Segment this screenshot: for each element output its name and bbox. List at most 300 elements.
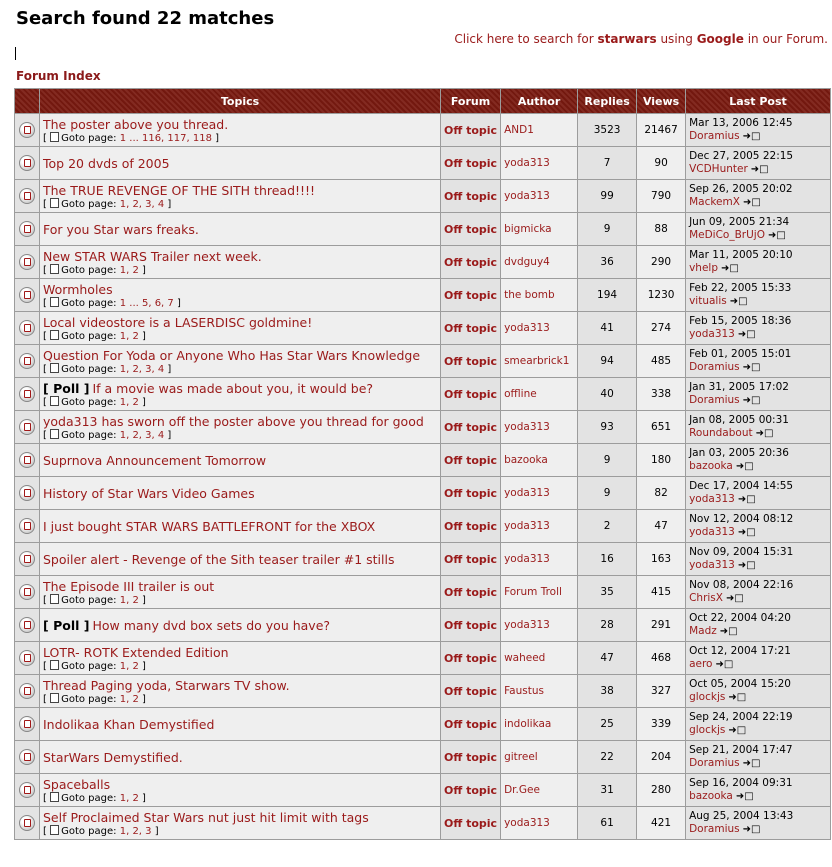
- last-post-date: Sep 21, 2004 17:47: [689, 744, 793, 756]
- goto-page-icon: [50, 594, 59, 604]
- view-latest-post-icon[interactable]: ➜□: [742, 395, 761, 406]
- topic-link[interactable]: Thread Paging yoda, Starwars TV show.: [43, 677, 290, 693]
- view-latest-post-icon[interactable]: ➜□: [728, 692, 747, 703]
- topic-folder-icon: [19, 155, 35, 171]
- view-latest-post-icon[interactable]: ➜□: [742, 131, 761, 142]
- replies-count: 47: [600, 652, 614, 664]
- topic-status-cell: [15, 807, 39, 839]
- topic-link[interactable]: If a movie was made about you, it would be?: [92, 380, 374, 396]
- topic-folder-icon: [19, 287, 35, 303]
- forum-link[interactable]: Off topic: [444, 618, 498, 632]
- author-link[interactable]: yoda313: [504, 817, 550, 829]
- view-latest-post-icon[interactable]: ➜□: [737, 527, 756, 538]
- last-post-cell: [686, 147, 830, 179]
- replies-cell: [578, 741, 636, 773]
- replies-cell: [578, 378, 636, 410]
- view-latest-post-icon[interactable]: ➜□: [735, 791, 754, 802]
- forum-link[interactable]: Off topic: [444, 222, 498, 236]
- goto-pages: [ Goto page: 1, 2, 3 ]: [43, 825, 159, 837]
- topic-link[interactable]: LOTR- ROTK Extended Edition: [43, 644, 229, 660]
- author-link[interactable]: yoda313: [504, 487, 550, 499]
- author-link[interactable]: Faustus: [504, 685, 544, 697]
- replies-count: 22: [600, 751, 614, 763]
- forum-cell: [441, 246, 500, 278]
- topic-link[interactable]: The Episode III trailer is out: [43, 578, 215, 594]
- forum-link[interactable]: Off topic: [444, 486, 498, 500]
- view-latest-post-icon[interactable]: ➜□: [737, 494, 756, 505]
- goto-page-links[interactable]: 1, 2: [119, 330, 139, 342]
- views-cell: [637, 246, 685, 278]
- view-latest-post-icon[interactable]: ➜□: [768, 230, 786, 241]
- forum-cell: [441, 114, 500, 146]
- last-post-user[interactable]: Roundabout: [689, 427, 753, 439]
- view-latest-post-icon[interactable]: ➜□: [742, 362, 761, 373]
- view-latest-post-icon[interactable]: ➜□: [742, 824, 761, 835]
- topic-folder-icon: [19, 188, 35, 204]
- topic-rows: [15, 114, 830, 839]
- topic-cell: [40, 510, 440, 542]
- goto-page-icon: [50, 396, 59, 406]
- view-latest-post-icon[interactable]: ➜□: [750, 164, 769, 175]
- views-cell: [637, 576, 685, 608]
- replies-count: 35: [600, 586, 614, 598]
- views-count: 421: [651, 817, 672, 829]
- forum-link[interactable]: Off topic: [444, 255, 498, 269]
- goto-pages: [ Goto page: 1 ... 116, 117, 118 ]: [43, 132, 220, 144]
- author-link[interactable]: waheed: [504, 652, 546, 664]
- goto-page-links[interactable]: 1, 2: [119, 594, 139, 606]
- views-cell: [637, 279, 685, 311]
- topic-link[interactable]: Self Proclaimed Star Wars nut just hit limit with tags: [43, 809, 369, 825]
- forum-link[interactable]: Off topic: [444, 453, 498, 467]
- last-post-date: Feb 15, 2005 18:36: [689, 315, 792, 327]
- author-link[interactable]: gitreel: [504, 751, 538, 763]
- replies-cell: [578, 642, 636, 674]
- topic-folder-icon: [19, 749, 35, 765]
- last-post-user[interactable]: yoda313: [689, 559, 735, 571]
- table-row: [15, 147, 830, 179]
- goto-page-links[interactable]: 1, 2, 3: [119, 825, 152, 837]
- replies-cell: [578, 147, 636, 179]
- author-cell: [501, 114, 577, 146]
- view-latest-post-icon[interactable]: ➜□: [742, 197, 761, 208]
- goto-label: Goto page:: [61, 132, 117, 144]
- topic-cell: [40, 312, 440, 344]
- last-post-user[interactable]: ChrisX: [689, 592, 723, 604]
- topic-folder-icon: [19, 254, 35, 270]
- goto-page-links[interactable]: 1, 2: [119, 792, 139, 804]
- last-post-cell: [686, 378, 830, 410]
- topic-cell: [40, 708, 440, 740]
- author-link[interactable]: offline: [504, 388, 537, 400]
- goto-page-icon: [50, 693, 59, 703]
- author-link[interactable]: bazooka: [504, 454, 548, 466]
- google-search-term: starwars: [597, 32, 657, 46]
- topic-link[interactable]: For you Star wars freaks.: [43, 221, 199, 237]
- last-post-cell: [686, 741, 830, 773]
- author-link[interactable]: dvdguy4: [504, 256, 550, 268]
- last-post-cell: [686, 444, 830, 476]
- views-cell: [637, 741, 685, 773]
- last-post-cell: [686, 543, 830, 575]
- last-post-user[interactable]: Doramius: [689, 394, 740, 406]
- topic-folder-icon: [19, 551, 35, 567]
- forum-cell: [441, 807, 500, 839]
- view-latest-post-icon[interactable]: ➜□: [721, 263, 739, 274]
- author-link[interactable]: yoda313: [504, 619, 550, 631]
- last-post-user[interactable]: MackemX: [689, 196, 740, 208]
- views-count: 415: [651, 586, 672, 598]
- author-link[interactable]: yoda313: [504, 190, 550, 202]
- replies-cell: [578, 576, 636, 608]
- forum-cell: [441, 444, 500, 476]
- author-link[interactable]: yoda313: [504, 322, 550, 334]
- topic-link[interactable]: I just bought STAR WARS BATTLEFRONT for the XBOX: [43, 518, 376, 534]
- last-post-cell: [686, 180, 830, 212]
- topic-link[interactable]: The poster above you thread.: [43, 116, 229, 132]
- goto-page-links[interactable]: 1, 2: [119, 693, 139, 705]
- views-cell: [637, 543, 685, 575]
- topic-cell: [40, 180, 440, 212]
- view-latest-post-icon[interactable]: ➜□: [715, 659, 734, 670]
- header-replies: Replies: [578, 89, 636, 113]
- header-icon-column: [15, 89, 39, 113]
- forum-index-link[interactable]: Forum Index: [16, 69, 101, 83]
- forum-link[interactable]: Off topic: [444, 420, 498, 434]
- last-post-date: Mar 13, 2006 12:45: [689, 117, 793, 129]
- views-count: 485: [651, 355, 672, 367]
- last-post-user[interactable]: aero: [689, 658, 713, 670]
- views-count: 163: [651, 553, 672, 565]
- last-post-user[interactable]: Doramius: [689, 361, 740, 373]
- topic-link[interactable]: Top 20 dvds of 2005: [43, 155, 170, 171]
- table-row: [15, 378, 830, 410]
- author-link[interactable]: AND1: [504, 124, 534, 136]
- author-link[interactable]: yoda313: [504, 157, 550, 169]
- views-cell: [637, 510, 685, 542]
- replies-count: 9: [603, 223, 611, 235]
- topic-link[interactable]: Suprnova Announcement Tomorrow: [43, 452, 267, 468]
- forum-link[interactable]: Off topic: [444, 684, 498, 698]
- author-cell: [501, 345, 577, 377]
- table-row: [15, 477, 830, 509]
- last-post-user[interactable]: bazooka: [689, 790, 733, 802]
- last-post-cell: [686, 312, 830, 344]
- author-cell: [501, 444, 577, 476]
- goto-page-icon: [50, 330, 59, 340]
- google-text-mid: using: [656, 32, 697, 46]
- replies-count: 3523: [593, 124, 621, 136]
- views-count: 327: [651, 685, 672, 697]
- goto-page-icon: [50, 825, 59, 835]
- author-link[interactable]: Forum Troll: [504, 586, 562, 598]
- last-post-user[interactable]: Madz: [689, 625, 717, 637]
- last-post-user[interactable]: bazooka: [689, 460, 733, 472]
- goto-label: Goto page:: [61, 396, 117, 408]
- header-views: Views: [637, 89, 685, 113]
- table-row: [15, 246, 830, 278]
- author-link[interactable]: smearbrick1: [504, 355, 570, 367]
- view-latest-post-icon[interactable]: ➜□: [742, 758, 761, 769]
- views-count: 21467: [644, 124, 678, 136]
- replies-count: 36: [600, 256, 614, 268]
- topic-status-cell: [15, 675, 39, 707]
- author-cell: [501, 576, 577, 608]
- view-latest-post-icon[interactable]: ➜□: [735, 461, 754, 472]
- topic-folder-icon: [19, 518, 35, 534]
- goto-page-icon: [50, 198, 59, 208]
- replies-count: 9: [603, 487, 611, 499]
- forum-link[interactable]: Off topic: [444, 288, 498, 302]
- views-count: 88: [654, 223, 668, 235]
- last-post-date: Oct 22, 2004 04:20: [689, 612, 791, 624]
- author-cell: [501, 411, 577, 443]
- topic-link[interactable]: How many dvd box sets do you have?: [92, 617, 331, 633]
- forum-link[interactable]: Off topic: [444, 156, 498, 170]
- forum-link[interactable]: Off topic: [444, 519, 498, 533]
- table-row: [15, 642, 830, 674]
- last-post-date: Oct 12, 2004 17:21: [689, 645, 791, 657]
- poll-prefix: [ Poll ]: [43, 380, 90, 396]
- forum-cell: [441, 510, 500, 542]
- forum-cell: [441, 741, 500, 773]
- topic-cell: [40, 411, 440, 443]
- forum-link[interactable]: Off topic: [444, 717, 498, 731]
- goto-page-icon: [50, 264, 59, 274]
- author-link[interactable]: yoda313: [504, 421, 550, 433]
- replies-cell: [578, 312, 636, 344]
- forum-link[interactable]: Off topic: [444, 189, 498, 203]
- replies-count: 25: [600, 718, 614, 730]
- replies-count: 28: [600, 619, 614, 631]
- author-link[interactable]: indolikaa: [504, 718, 552, 730]
- last-post-user[interactable]: yoda313: [689, 328, 735, 340]
- topic-folder-icon: [19, 221, 35, 237]
- last-post-user[interactable]: yoda313: [689, 526, 735, 538]
- view-latest-post-icon[interactable]: ➜□: [729, 296, 748, 307]
- goto-page-links[interactable]: 1 ... 116, 117, 118: [119, 132, 212, 144]
- last-post-date: Nov 09, 2004 15:31: [689, 546, 794, 558]
- last-post-date: Sep 26, 2005 20:02: [689, 183, 793, 195]
- topic-status-cell: [15, 543, 39, 575]
- goto-page-links[interactable]: 1, 2: [119, 264, 139, 276]
- forum-link[interactable]: Off topic: [444, 750, 498, 764]
- author-link[interactable]: yoda313: [504, 520, 550, 532]
- topic-status-cell: [15, 510, 39, 542]
- last-post-cell: [686, 642, 830, 674]
- replies-cell: [578, 543, 636, 575]
- views-cell: [637, 675, 685, 707]
- goto-label: Goto page:: [61, 594, 117, 606]
- topic-link[interactable]: Spaceballs: [43, 776, 111, 792]
- author-cell: [501, 510, 577, 542]
- goto-label: Goto page:: [61, 792, 117, 804]
- forum-link[interactable]: Off topic: [444, 354, 498, 368]
- view-latest-post-icon[interactable]: ➜□: [719, 626, 738, 637]
- replies-cell: [578, 213, 636, 245]
- topic-folder-icon: [19, 419, 35, 435]
- topic-link[interactable]: Question For Yoda or Anyone Who Has Star Wars Knowledge: [43, 347, 421, 363]
- author-cell: [501, 147, 577, 179]
- forum-link[interactable]: Off topic: [444, 585, 498, 599]
- topic-cell: [40, 147, 440, 179]
- author-cell: [501, 774, 577, 806]
- replies-cell: [578, 180, 636, 212]
- forum-link[interactable]: Off topic: [444, 783, 498, 797]
- last-post-date: Dec 27, 2005 22:15: [689, 150, 794, 162]
- goto-label: Goto page:: [61, 660, 117, 672]
- topic-cell: [40, 807, 440, 839]
- last-post-user[interactable]: vhelp: [689, 262, 718, 274]
- views-count: 338: [651, 388, 672, 400]
- views-count: 290: [651, 256, 672, 268]
- goto-pages: [ Goto page: 1, 2 ]: [43, 792, 146, 804]
- goto-page-links[interactable]: 1, 2: [119, 396, 139, 408]
- table-row: [15, 180, 830, 212]
- topic-link[interactable]: yoda313 has sworn off the poster above you thread for good: [43, 413, 424, 429]
- author-cell: [501, 279, 577, 311]
- topic-link[interactable]: History of Star Wars Video Games: [43, 485, 255, 501]
- last-post-user[interactable]: Doramius: [689, 823, 740, 835]
- forum-cell: [441, 675, 500, 707]
- goto-page-icon: [50, 363, 59, 373]
- goto-page-links[interactable]: 1, 2, 3, 4: [119, 429, 165, 441]
- last-post-date: Aug 25, 2004 13:43: [689, 810, 794, 822]
- views-cell: [637, 345, 685, 377]
- goto-page-links[interactable]: 1 ... 5, 6, 7: [119, 297, 174, 309]
- views-count: 651: [651, 421, 672, 433]
- forum-cell: [441, 378, 500, 410]
- header-last-post: Last Post: [686, 89, 830, 113]
- topic-cell: [40, 114, 440, 146]
- table-row: [15, 114, 830, 146]
- view-latest-post-icon[interactable]: ➜□: [737, 329, 756, 340]
- author-cell: [501, 708, 577, 740]
- table-header-row: [15, 89, 830, 113]
- goto-page-links[interactable]: 1, 2, 3, 4: [119, 363, 165, 375]
- google-name: Google: [696, 32, 744, 46]
- topic-link[interactable]: The TRUE REVENGE OF THE SITH thread!!!!: [43, 182, 316, 198]
- topic-status-cell: [15, 279, 39, 311]
- replies-count: 94: [600, 355, 614, 367]
- author-link[interactable]: the bomb: [504, 289, 555, 301]
- table-row: [15, 510, 830, 542]
- forum-link[interactable]: Off topic: [444, 816, 498, 830]
- forum-link[interactable]: Off topic: [444, 321, 498, 335]
- forum-link[interactable]: Off topic: [444, 552, 498, 566]
- topic-cell: [40, 213, 440, 245]
- last-post-user[interactable]: VCDHunter: [689, 163, 748, 175]
- goto-page-icon: [50, 792, 59, 802]
- goto-page-links[interactable]: 1, 2: [119, 660, 139, 672]
- topic-link[interactable]: Spoiler alert - Revenge of the Sith teaser trailer #1 stills: [43, 551, 395, 567]
- topic-link[interactable]: Local videostore is a LASERDISC goldmine!: [43, 314, 313, 330]
- search-results-table: [14, 88, 831, 840]
- topic-cell: [40, 444, 440, 476]
- forum-link[interactable]: Off topic: [444, 387, 498, 401]
- last-post-user[interactable]: Doramius: [689, 757, 740, 769]
- goto-page-icon: [50, 297, 59, 307]
- replies-cell: [578, 774, 636, 806]
- replies-cell: [578, 345, 636, 377]
- topic-folder-icon: [19, 485, 35, 501]
- google-search-link[interactable]: [454, 32, 828, 46]
- author-link[interactable]: Dr.Gee: [504, 784, 540, 796]
- goto-pages: [ Goto page: 1, 2 ]: [43, 594, 146, 606]
- topic-link[interactable]: Indolikaa Khan Demystified: [43, 716, 215, 732]
- replies-cell: [578, 411, 636, 443]
- goto-label: Goto page:: [61, 198, 117, 210]
- last-post-date: Jan 31, 2005 17:02: [689, 381, 789, 393]
- topic-link[interactable]: Wormholes: [43, 281, 113, 297]
- last-post-user[interactable]: glockjs: [689, 724, 726, 736]
- last-post-user[interactable]: yoda313: [689, 493, 735, 505]
- replies-count: 93: [600, 421, 614, 433]
- topic-status-cell: [15, 246, 39, 278]
- view-latest-post-icon[interactable]: ➜□: [737, 560, 756, 571]
- topic-folder-icon: [19, 815, 35, 831]
- table-row: [15, 675, 830, 707]
- last-post-date: Nov 08, 2004 22:16: [689, 579, 794, 591]
- last-post-user[interactable]: Doramius: [689, 130, 740, 142]
- views-cell: [637, 807, 685, 839]
- last-post-user[interactable]: vitualis: [689, 295, 727, 307]
- topic-folder-icon: [19, 452, 35, 468]
- topic-folder-icon: [19, 617, 35, 633]
- last-post-user[interactable]: glockjs: [689, 691, 726, 703]
- last-post-cell: [686, 708, 830, 740]
- table-row: [15, 213, 830, 245]
- views-cell: [637, 411, 685, 443]
- topic-link[interactable]: StarWars Demystified.: [43, 749, 183, 765]
- forum-cell: [441, 477, 500, 509]
- view-latest-post-icon[interactable]: ➜□: [725, 593, 744, 604]
- view-latest-post-icon[interactable]: ➜□: [728, 725, 747, 736]
- author-cell: [501, 642, 577, 674]
- forum-cell: [441, 213, 500, 245]
- topic-folder-icon: [19, 320, 35, 336]
- goto-pages: [ Goto page: 1, 2, 3, 4 ]: [43, 198, 172, 210]
- last-post-user[interactable]: MeDiCo_BrUjO: [689, 229, 765, 241]
- view-latest-post-icon[interactable]: ➜□: [755, 428, 774, 439]
- last-post-cell: [686, 609, 830, 641]
- topic-link[interactable]: New STAR WARS Trailer next week.: [43, 248, 262, 264]
- author-link[interactable]: yoda313: [504, 553, 550, 565]
- last-post-cell: [686, 510, 830, 542]
- replies-count: 99: [600, 190, 614, 202]
- goto-page-icon: [50, 132, 59, 142]
- header-author: Author: [501, 89, 577, 113]
- views-count: 204: [651, 751, 672, 763]
- goto-pages: [ Goto page: 1, 2 ]: [43, 660, 146, 672]
- forum-link[interactable]: Off topic: [444, 651, 498, 665]
- goto-label: Goto page:: [61, 264, 117, 276]
- table-row: [15, 444, 830, 476]
- topic-cell: [40, 345, 440, 377]
- views-count: 1230: [647, 289, 675, 301]
- forum-cell: [441, 642, 500, 674]
- header-topics: Topics: [40, 89, 440, 113]
- topic-folder-icon: [19, 353, 35, 369]
- goto-page-links[interactable]: 1, 2, 3, 4: [119, 198, 165, 210]
- forum-link[interactable]: Off topic: [444, 123, 498, 137]
- author-link[interactable]: bigmicka: [504, 223, 552, 235]
- topic-folder-icon: [19, 584, 35, 600]
- last-post-date: Jan 08, 2005 00:31: [689, 414, 789, 426]
- topic-cell: [40, 246, 440, 278]
- replies-count: 31: [600, 784, 614, 796]
- goto-pages: [ Goto page: 1, 2 ]: [43, 693, 146, 705]
